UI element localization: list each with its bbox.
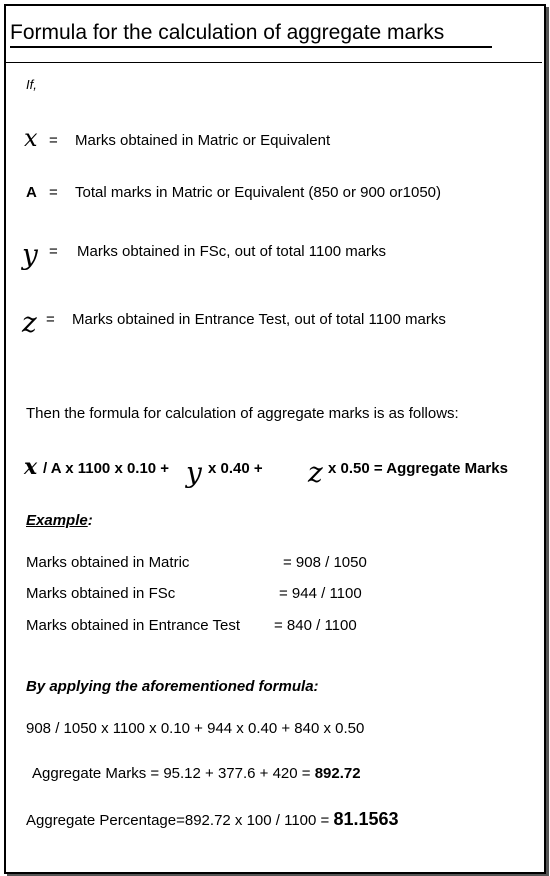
formula-part-3: x 0.50 = Aggregate Marks [328,460,508,477]
formula-y: y [186,456,202,489]
formula-part-2: x 0.40 + [208,460,263,477]
formula-intro-text: Then the formula for calculation of aggregate marks is as follows: [26,405,459,422]
aggregate-marks-label: Aggregate Marks = 95.12 + 377.6 + 420 = [32,765,311,782]
variable-z: z [22,306,37,339]
definition-z-eq: = [46,311,55,328]
variable-a: A [26,184,37,201]
aggregate-marks-line [32,765,361,783]
variable-y: y [22,238,38,271]
definition-x-eq: = [49,132,58,149]
example-row-value: = 944 / 1100 [279,585,362,602]
calculation-line: 908 / 1050 x 1100 x 0.10 + 944 x 0.40 + 840 x 0.50 [26,720,365,737]
intro-text: If, [26,77,37,92]
definition-y-text: Marks obtained in FSc, out of total 1100 marks [77,243,387,260]
formula-z: z [308,456,323,489]
formula-part-1: / A x 1100 x 0.10 + [43,460,170,477]
aggregate-percentage-line [26,810,399,830]
formula-x: x [24,454,38,480]
example-row-label: Marks obtained in Entrance Test [26,617,241,634]
example-row-value: = 840 / 1100 [274,617,357,634]
aggregate-marks-value: 892.72 [314,765,361,782]
definition-a-eq: = [49,184,58,201]
aggregate-percentage-value: 81.1563 [333,809,399,829]
example-heading-colon: : [87,512,93,529]
example-row-label: Marks obtained in FSc [26,585,176,602]
variable-x: x [24,124,38,152]
definition-z-text: Marks obtained in Entrance Test, out of total 1100 marks [72,311,446,328]
applying-heading: By applying the aforementioned formula: [26,678,319,695]
example-row-label: Marks obtained in Matric [26,554,190,571]
example-row-value: = 908 / 1050 [283,554,367,571]
definition-y-eq: = [49,243,58,260]
aggregate-percentage-label: Aggregate Percentage=892.72 x 100 / 1100 = [26,812,330,829]
example-heading-text: Example [26,512,88,529]
definition-a-text: Total marks in Matric or Equivalent (850 or 900 or1050) [75,184,442,201]
definition-x-text: Marks obtained in Matric or Equivalent [75,132,331,149]
page-title: Formula for the calculation of aggregate marks [10,20,492,48]
example-heading [26,512,93,530]
title-divider [6,62,542,63]
